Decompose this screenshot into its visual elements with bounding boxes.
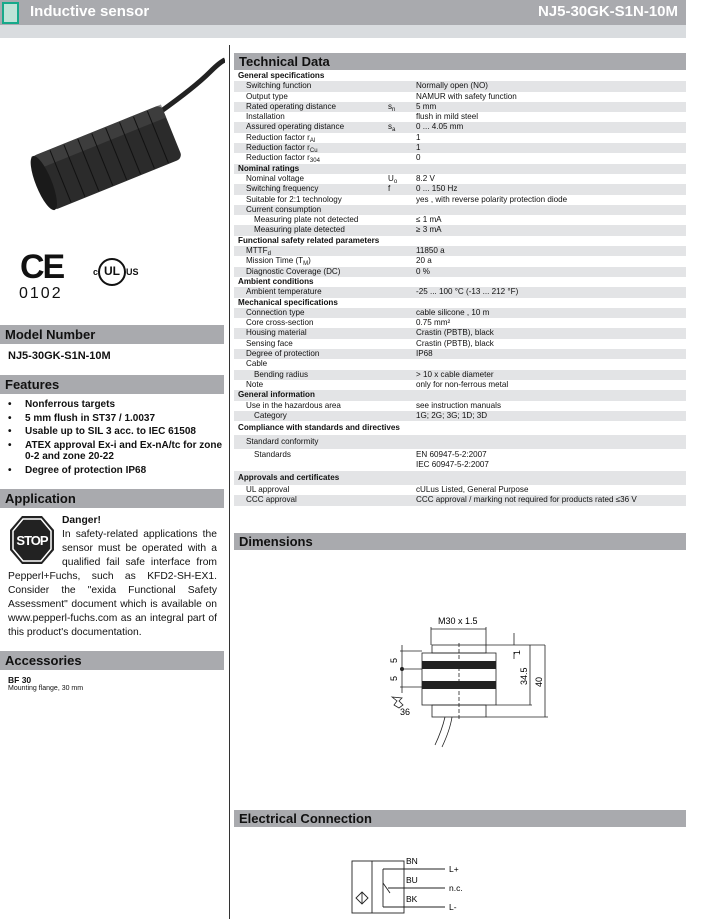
spec-symbol (388, 308, 416, 318)
spec-value: CCC approval / marking not required for products rated ≤36 V (416, 495, 637, 505)
brand-square (2, 2, 19, 24)
spec-row (234, 287, 686, 297)
spec-symbol (388, 287, 416, 297)
spec-row (234, 195, 686, 205)
spec-row (234, 81, 686, 91)
spec-symbol (388, 143, 416, 153)
application-heading: Application (0, 489, 224, 508)
spec-symbol (388, 112, 416, 122)
spec-label: Ambient temperature (246, 287, 322, 297)
spec-value: 11850 a (416, 246, 445, 256)
section-title: Ambient conditions (238, 276, 314, 286)
spec-symbol (388, 256, 416, 266)
spec-symbol (388, 495, 416, 505)
header-bar (0, 0, 686, 25)
spec-row (234, 380, 686, 390)
spec-label: Output type (246, 91, 288, 101)
spec-label: Standards (254, 450, 291, 460)
section-heading-row (234, 421, 686, 435)
section-title: Mechanical specifications (238, 297, 338, 307)
spec-value (416, 435, 686, 449)
product-model: NJ5-30GK-S1N-10M (537, 3, 678, 20)
spec-label: Switching frequency (246, 184, 319, 194)
spec-row (234, 133, 686, 143)
spec-symbol (388, 246, 416, 256)
spec-symbol: $U_o$ (388, 173, 398, 185)
spec-value (416, 205, 686, 215)
spec-label: Degree of protection (246, 349, 320, 359)
spec-value: EN 60947-5-2:2007 IEC 60947-5-2:2007 (416, 450, 489, 470)
spec-value: 20 a (416, 256, 432, 266)
spec-row (234, 435, 686, 449)
spec-value: -25 ... 100 °C (-13 ... 212 °F) (416, 287, 519, 297)
spec-label: Connection type (246, 307, 305, 317)
section-heading-row (234, 277, 686, 287)
section-title: General information (238, 390, 315, 400)
spec-value: Crastin (PBTB), black (416, 338, 494, 348)
technical-data-table (234, 71, 686, 506)
spec-row (234, 349, 686, 359)
section-heading-row (234, 71, 686, 81)
spec-row (234, 174, 686, 184)
spec-symbol: $s_n$ (388, 101, 396, 113)
svg-text:BN: BN (406, 856, 418, 866)
spec-label: Measuring plate detected (254, 225, 345, 235)
spec-row (234, 153, 686, 163)
spec-label: Switching function (246, 81, 312, 91)
spec-row (234, 485, 686, 495)
spec-label: Bending radius (254, 369, 308, 379)
spec-value: 0.75 mm² (416, 318, 451, 328)
spec-label: Core cross-section (246, 318, 314, 328)
spec-row (234, 205, 686, 215)
application-text: In safety-related applications the sensor must be operated with a qualified fail safe interface from Pepperl+Fuchs, such as KFD2-SH-EX1. Consider the "exida Functional Safety Assessment" document which is available on www.pepperl-fuchs.com as an integral part of this product's documentation. (8, 529, 217, 638)
spec-row (234, 449, 686, 471)
svg-text:1: 1 (512, 649, 522, 655)
spec-value: 1 (416, 143, 421, 153)
model-number-value: NJ5-30GK-S1N-10M (8, 350, 111, 362)
features-heading: Features (0, 375, 224, 394)
spec-symbol (388, 435, 416, 449)
spec-symbol (388, 450, 416, 471)
spec-label: Reduction factor $r_{304}$ (246, 153, 320, 165)
spec-value: Crastin (PBTB), black (416, 328, 494, 338)
spec-symbol (388, 205, 416, 215)
spec-row (234, 308, 686, 318)
feature-item: • Nonferrous targets (8, 399, 223, 411)
spec-label: Cable (246, 359, 268, 369)
spec-row (234, 267, 686, 277)
spec-value: yes , with reverse polarity protection diode (416, 194, 568, 204)
spec-value: cULus Listed, General Purpose (416, 485, 529, 495)
spec-symbol (388, 370, 416, 380)
spec-label: Current consumption (246, 204, 322, 214)
svg-text:5: 5 (389, 657, 399, 663)
spec-label: Housing material (246, 328, 307, 338)
spec-value: see instruction manuals (416, 400, 502, 410)
spec-value: only for non-ferrous metal (416, 379, 509, 389)
spec-value: Normally open (NO) (416, 81, 488, 91)
feature-item: • Degree of protection IP68 (8, 465, 223, 477)
spec-symbol (388, 349, 416, 359)
model-number-heading: Model Number (0, 325, 224, 344)
dimension-drawing (380, 605, 560, 750)
spec-symbol: $s_a$ (388, 122, 396, 134)
spec-row (234, 256, 686, 266)
spec-row (234, 328, 686, 338)
spec-symbol (388, 318, 416, 328)
stop-sign-icon (8, 514, 56, 566)
spec-value: 1G; 2G; 3G; 1D; 3D (416, 410, 488, 420)
spec-value: ≥ 3 mA (416, 225, 442, 235)
spec-row (234, 215, 686, 225)
product-category: Inductive sensor (30, 3, 150, 20)
spec-symbol (388, 267, 416, 277)
spec-symbol (388, 339, 416, 349)
spec-label: Assured operating distance (246, 122, 345, 132)
spec-label: Rated operating distance (246, 101, 336, 111)
spec-value: ≤ 1 mA (416, 215, 442, 225)
spec-label: $MTTF_d$ (246, 246, 271, 258)
spec-row (234, 318, 686, 328)
spec-label: Sensing face (246, 338, 293, 348)
spec-value: IP68 (416, 349, 433, 359)
section-heading-row (234, 390, 686, 400)
accessories-heading: Accessories (0, 651, 224, 670)
section-title: Nominal ratings (238, 163, 300, 173)
technical-data-heading: Technical Data (234, 53, 686, 70)
spec-label: Note (246, 379, 264, 389)
spec-value: NAMUR with safety function (416, 91, 517, 101)
spec-symbol (388, 92, 416, 102)
spec-value: cable silicone , 10 m (416, 307, 490, 317)
spec-label: Mission Time $(T_M)$ (246, 256, 311, 268)
accessory-name[interactable]: BF 30 (8, 675, 32, 685)
spec-row (234, 143, 686, 153)
svg-text:40: 40 (534, 676, 544, 687)
spec-value: 0 (416, 153, 421, 163)
spec-label: CCC approval (246, 495, 297, 505)
section-title: General specifications (238, 71, 325, 80)
danger-label: Danger! (62, 515, 101, 526)
spec-label: Suitable for 2:1 technology (246, 194, 342, 204)
spec-label: Category (254, 410, 287, 420)
feature-item: • ATEX approval Ex-i and Ex-nA/tc for zone 0-2 and zone 20-22 (8, 440, 223, 463)
electrical-connection-heading: Electrical Connection (234, 810, 686, 827)
spec-row (234, 225, 686, 235)
section-heading-row (234, 164, 686, 174)
accessory-description: Mounting flange, 30 mm (8, 685, 84, 692)
svg-text:BU: BU (406, 875, 418, 885)
spec-value: 5 mm (416, 101, 437, 111)
spec-symbol (388, 328, 416, 338)
spec-row (234, 359, 686, 369)
dimensions-heading: Dimensions (234, 533, 686, 550)
svg-text:L-: L- (449, 902, 457, 912)
spec-symbol (388, 81, 416, 91)
spec-row (234, 339, 686, 349)
spec-label: Measuring plate not detected (254, 215, 359, 225)
section-heading-row (234, 298, 686, 308)
spec-symbol (388, 401, 416, 411)
spec-symbol (388, 153, 416, 163)
svg-text:L+: L+ (449, 864, 459, 874)
spec-row (234, 495, 686, 505)
spec-value: flush in mild steel (416, 112, 479, 122)
spec-value: 0 ... 150 Hz (416, 184, 458, 194)
feature-item: • 5 mm flush in ST37 / 1.0037 (8, 413, 223, 425)
spec-label: UL approval (246, 485, 290, 495)
section-title: Approvals and certificates (238, 473, 340, 483)
feature-item: • Usable up to SIL 3 acc. to IEC 61508 (8, 426, 223, 438)
sub-band (0, 25, 686, 38)
spec-row (234, 122, 686, 132)
section-heading-row (234, 236, 686, 246)
svg-text:BK: BK (406, 894, 418, 904)
spec-symbol (388, 380, 416, 390)
ce-mark: CE (20, 248, 64, 286)
spec-symbol (388, 225, 416, 235)
section-title: Compliance with standards and directives (238, 423, 400, 433)
column-divider (229, 45, 230, 919)
spec-label: Diagnostic Coverage (DC) (246, 266, 341, 276)
spec-label: Reduction factor $r_{Cu}$ (246, 143, 318, 155)
svg-text:5: 5 (389, 675, 399, 681)
spec-row (234, 246, 686, 256)
culus-mark: c UL US (93, 258, 139, 286)
spec-value: 1 (416, 132, 421, 142)
spec-value: 0 ... 4.05 mm (416, 122, 464, 132)
spec-label: Nominal voltage (246, 173, 305, 183)
spec-row (234, 112, 686, 122)
svg-text:36: 36 (400, 707, 411, 717)
spec-label: Use in the hazardous area (246, 400, 341, 410)
features-list (8, 399, 223, 478)
spec-row (234, 401, 686, 411)
spec-row (234, 370, 686, 380)
spec-symbol (388, 133, 416, 143)
section-heading-row (234, 471, 686, 485)
spec-symbol (388, 411, 416, 421)
wiring-diagram (350, 855, 480, 919)
spec-row (234, 184, 686, 194)
spec-symbol (388, 215, 416, 225)
spec-value: 8.2 V (416, 173, 435, 183)
product-photo (10, 42, 225, 232)
svg-text:STOP: STOP (16, 533, 48, 548)
spec-label: Installation (246, 112, 285, 122)
svg-text:n.c.: n.c. (449, 883, 463, 893)
spec-label: Reduction factor $r_{Al}$ (246, 132, 316, 144)
spec-value (416, 359, 686, 369)
application-text-block (8, 514, 217, 640)
spec-symbol (388, 485, 416, 495)
ce-number: 0102 (19, 285, 63, 302)
spec-symbol (388, 195, 416, 205)
spec-row (234, 92, 686, 102)
spec-symbol: f (388, 184, 391, 194)
thread-label: M30 x 1.5 (438, 616, 478, 626)
spec-row (234, 102, 686, 112)
spec-value: > 10 x cable diameter (416, 369, 494, 379)
spec-value: 0 % (416, 266, 430, 276)
spec-label: Standard conformity (246, 437, 319, 447)
svg-text:34.5: 34.5 (519, 667, 529, 685)
spec-symbol (388, 359, 416, 369)
section-title: Functional safety related parameters (238, 235, 380, 245)
spec-row (234, 411, 686, 421)
